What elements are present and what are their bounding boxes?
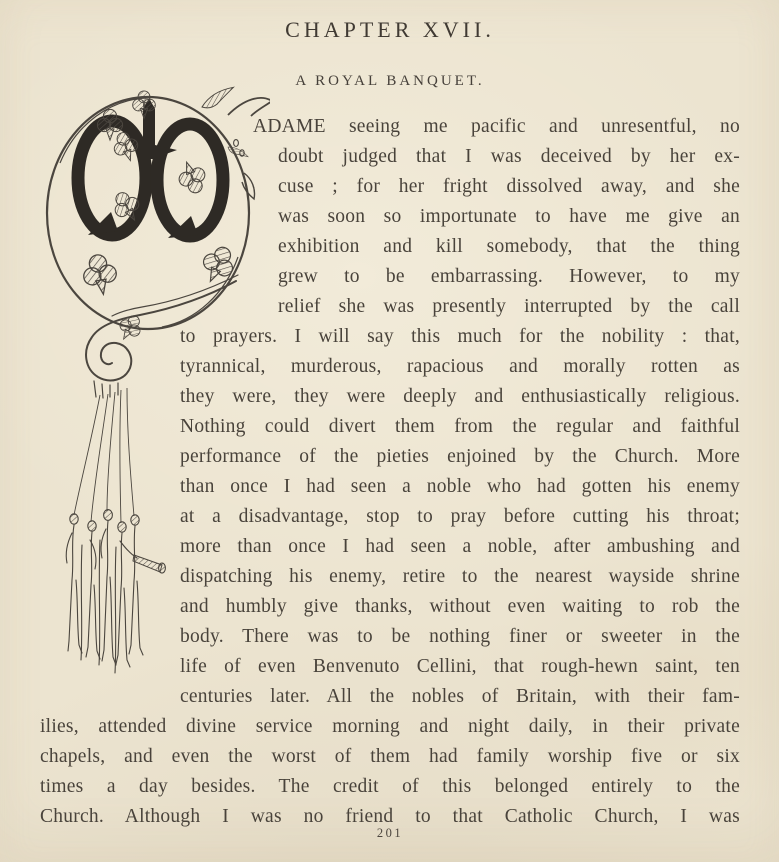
body-line: they were, they were deeply and enthusiastically religious. [180, 386, 740, 407]
body-line: body. There was to be nothing finer or sweeter in the [180, 626, 740, 647]
body-line: was soon so importunate to have me give an [278, 206, 740, 227]
body-line: centuries later. All the nobles of Britain, with their fam- [180, 686, 740, 707]
chapter-subtitle: A ROYAL BANQUET. [295, 73, 485, 89]
body-line: relief she was presently interrupted by the call [278, 296, 740, 317]
body-line: ADAME seeing me pacific and unresentful, no [253, 116, 740, 137]
body-line: Nothing could divert them from the regular and faithful [180, 416, 740, 437]
body-line: tyrannical, murderous, rapacious and morally rotten as [180, 356, 740, 377]
body-line: times a day besides. The credit of this belonged entirely to the [40, 776, 740, 797]
body-line: ilies, attended divine service morning and night daily, in their private [40, 716, 740, 737]
page-number: 201 [376, 826, 404, 840]
body-line: and humbly give thanks, without even waiting to rob the [180, 596, 740, 617]
body-line: dispatching his enemy, retire to the nearest wayside shrine [180, 566, 740, 587]
body-line: Church. Although I was no friend to that Catholic Church, I was [40, 806, 740, 827]
body-line: chapels, and even the worst of them had family worship five or six [40, 746, 740, 767]
body-line: doubt judged that I was deceived by her ex- [278, 146, 740, 167]
body-line: to prayers. I will say this much for the nobility : that, [180, 326, 740, 347]
body-text [40, 112, 740, 832]
body-line: at a disadvantage, stop to pray before cutting his throat; [180, 506, 740, 527]
body-line: exhibition and kill somebody, that the thing [278, 236, 740, 257]
body-line: grew to be embarrassing. However, to my [278, 266, 740, 287]
body-line: life of even Benvenuto Cellini, that rough-hewn saint, ten [180, 656, 740, 677]
body-line: performance of the pieties enjoined by the Church. More [180, 446, 740, 467]
body-line: cuse ; for her fright dissolved away, and she [278, 176, 740, 197]
chapter-heading: CHAPTER XVII. [285, 17, 495, 42]
body-line: more than once I had seen a noble, after ambushing and [180, 536, 740, 557]
body-line: than once I had seen a noble who had gotten his enemy [180, 476, 740, 497]
